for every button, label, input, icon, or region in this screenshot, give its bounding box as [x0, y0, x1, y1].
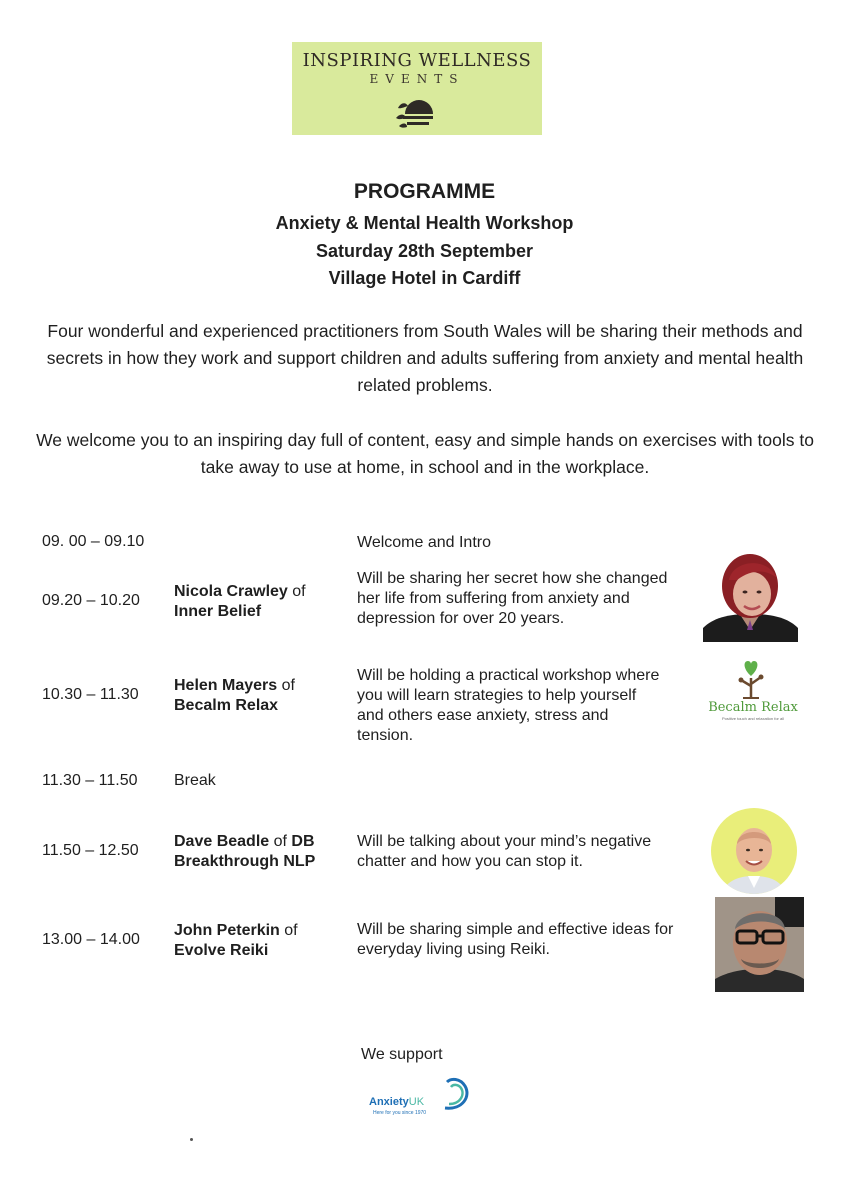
schedule-time: 09. 00 – 09.10 — [42, 533, 145, 550]
schedule-time: 11.30 – 11.50 — [42, 772, 138, 789]
intro-paragraph-1: Four wonderful and experienced practitioners from South Wales will be sharing their methods and secrets in how they work and support children and adults suffering from anxiety and mental health related problems. — [46, 321, 804, 395]
speaker-of: of — [273, 833, 287, 850]
schedule-description: Welcome and Intro — [357, 534, 491, 551]
speaker-of: of — [284, 922, 298, 939]
speaker-org: Inner Belief — [174, 603, 262, 620]
schedule-speaker — [174, 921, 349, 961]
sunset-leaf-icon — [395, 92, 435, 130]
speaker-org: Becalm Relax — [174, 697, 279, 714]
logo-title: INSPIRING WELLNESS — [302, 50, 532, 71]
schedule-time: 13.00 – 14.00 — [42, 931, 140, 948]
scan-speck — [190, 1138, 193, 1141]
schedule-description: Will be sharing her secret how she changed her life from suffering from anxiety and depression for over 20 years. — [357, 570, 668, 627]
anxiety-uk-tagline: Here for you since 1970 — [373, 1110, 427, 1116]
speaker-photo-dave — [711, 808, 797, 894]
schedule-time: 09.20 – 10.20 — [42, 592, 140, 609]
anxiety-uk-logo — [365, 1072, 475, 1122]
intro-paragraph-2: We welcome you to an inspiring day full of content, easy and simple hands on exercises with tools to take away to use at home, in school and in the workplace. — [36, 430, 814, 477]
anxiety-uk-name: Anxiety — [369, 1096, 409, 1108]
schedule-description: Will be talking about your mind’s negative chatter and how you can stop it. — [357, 833, 652, 870]
becalm-logo-tagline: Positive touch and relaxation for all — [721, 716, 785, 721]
speaker-photo-john — [715, 897, 804, 992]
schedule-speaker — [174, 676, 349, 716]
speaker-of: of — [292, 583, 306, 600]
speaker-name: John Peterkin — [174, 922, 280, 939]
speaker-name: Helen Mayers — [174, 677, 278, 694]
page-title: PROGRAMME — [353, 180, 496, 203]
logo-subtitle: EVENTS — [369, 72, 465, 86]
break-label: Break — [174, 772, 216, 789]
event-venue: Village Hotel in Cardiff — [328, 268, 521, 288]
schedule-time: 11.50 – 12.50 — [42, 842, 139, 859]
schedule-description: Will be holding a practical workshop where you will learn strategies to help yourself and others ease anxiety, stress and tension. — [357, 667, 660, 744]
event-date: Saturday 28th September — [315, 241, 534, 261]
becalm-relax-logo — [703, 658, 803, 722]
support-label: We support — [361, 1046, 443, 1063]
schedule-speaker — [174, 582, 349, 622]
speaker-org: Evolve Reiki — [174, 942, 269, 959]
schedule-time: 10.30 – 11.30 — [42, 686, 139, 703]
anxiety-uk-suffix: UK — [408, 1096, 425, 1108]
speaker-of: of — [281, 677, 295, 694]
speaker-name: Nicola Crawley — [174, 583, 288, 600]
schedule-description: Will be sharing simple and effective ideas for everyday living using Reiki. — [357, 921, 674, 958]
inspiring-wellness-logo — [292, 42, 542, 135]
event-name: Anxiety & Mental Health Workshop — [275, 213, 574, 233]
speaker-org: DB Breakthrough NLP — [174, 833, 316, 870]
schedule-speaker — [174, 832, 334, 872]
swirl-icon — [441, 1074, 473, 1114]
becalm-logo-text: Becalm Relax — [708, 700, 798, 715]
speaker-name: Dave Beadle — [174, 833, 270, 850]
speaker-photo-nicola — [703, 550, 798, 642]
heart-tree-icon — [703, 658, 803, 700]
